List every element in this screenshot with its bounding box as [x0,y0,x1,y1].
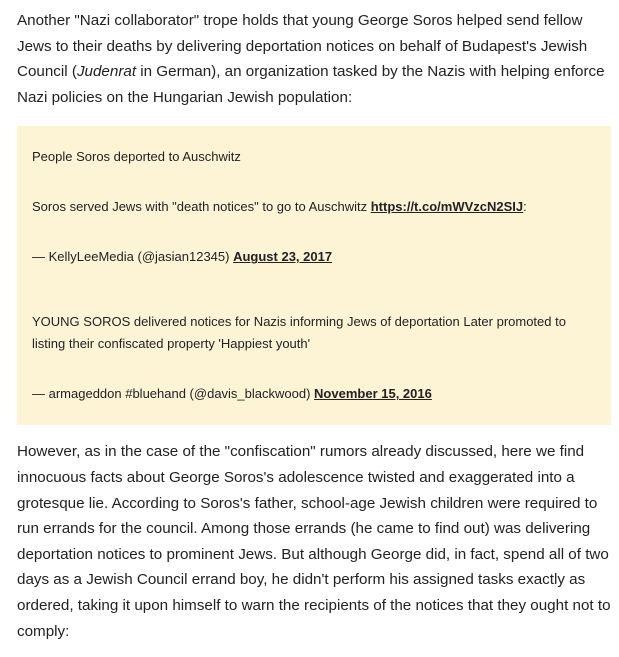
intro-emphasis: Judenrat [76,63,137,81]
intro-text-end: in German), an organization tasked by the Nazis with helping enforce Nazi policies on the Hungarian Jewish population: [17,63,605,106]
tweet-text [32,196,596,218]
article-body [17,8,611,644]
tweet-attribution [32,246,596,268]
intro-text-start: Another "Nazi collaborator" trope holds that young George Soros helped send fellow Jews to their deaths by delivering deportation notices on behalf of Budapest's Jewish Council ( [17,12,588,81]
tweet-card [32,311,596,405]
tweet-date-link[interactable]: November 15, 2016 [314,386,432,402]
tweet-card [32,146,596,268]
followup-paragraph: However, as in the case of the "confiscation" rumors already discussed, here we find innocuous facts about George Soros's adolescence twisted and exaggerated into a grotesque lie. According to Soros's father, school-age Jewish children were required to run errands for the council. Among those errands (he came to find out) was delivering deportation notices to prominent Jews. But although George did, in fact, spend all of two days as a Jewish Council errand boy, he didn't perform his assigned tasks exactly as ordered, taking it upon himself to warn the recipients of the notices that they ought not to comply: [17,443,611,640]
tweet-text: YOUNG SOROS delivered notices for Nazis informing Jews of deportation Later promoted to listing their confiscated property 'Happiest youth' [32,314,566,352]
tweet-link[interactable]: https://t.co/mWVzcN2SIJ [370,199,524,215]
embedded-tweets-blockquote [17,126,611,425]
tweet-author: — KellyLeeMedia (@jasian12345) [32,249,234,265]
intro-paragraph [17,8,611,110]
tweet-author: — armageddon #bluehand (@davis_blackwood) [32,386,315,402]
tweet-heading: People Soros deported to Auschwitz [32,149,241,165]
tweet-date-link[interactable]: August 23, 2017 [233,249,333,265]
tweet-attribution [32,383,596,405]
tweet-body-suffix: : [523,199,527,215]
tweet-body: Soros served Jews with "death notices" to go to Auschwitz [32,199,371,215]
